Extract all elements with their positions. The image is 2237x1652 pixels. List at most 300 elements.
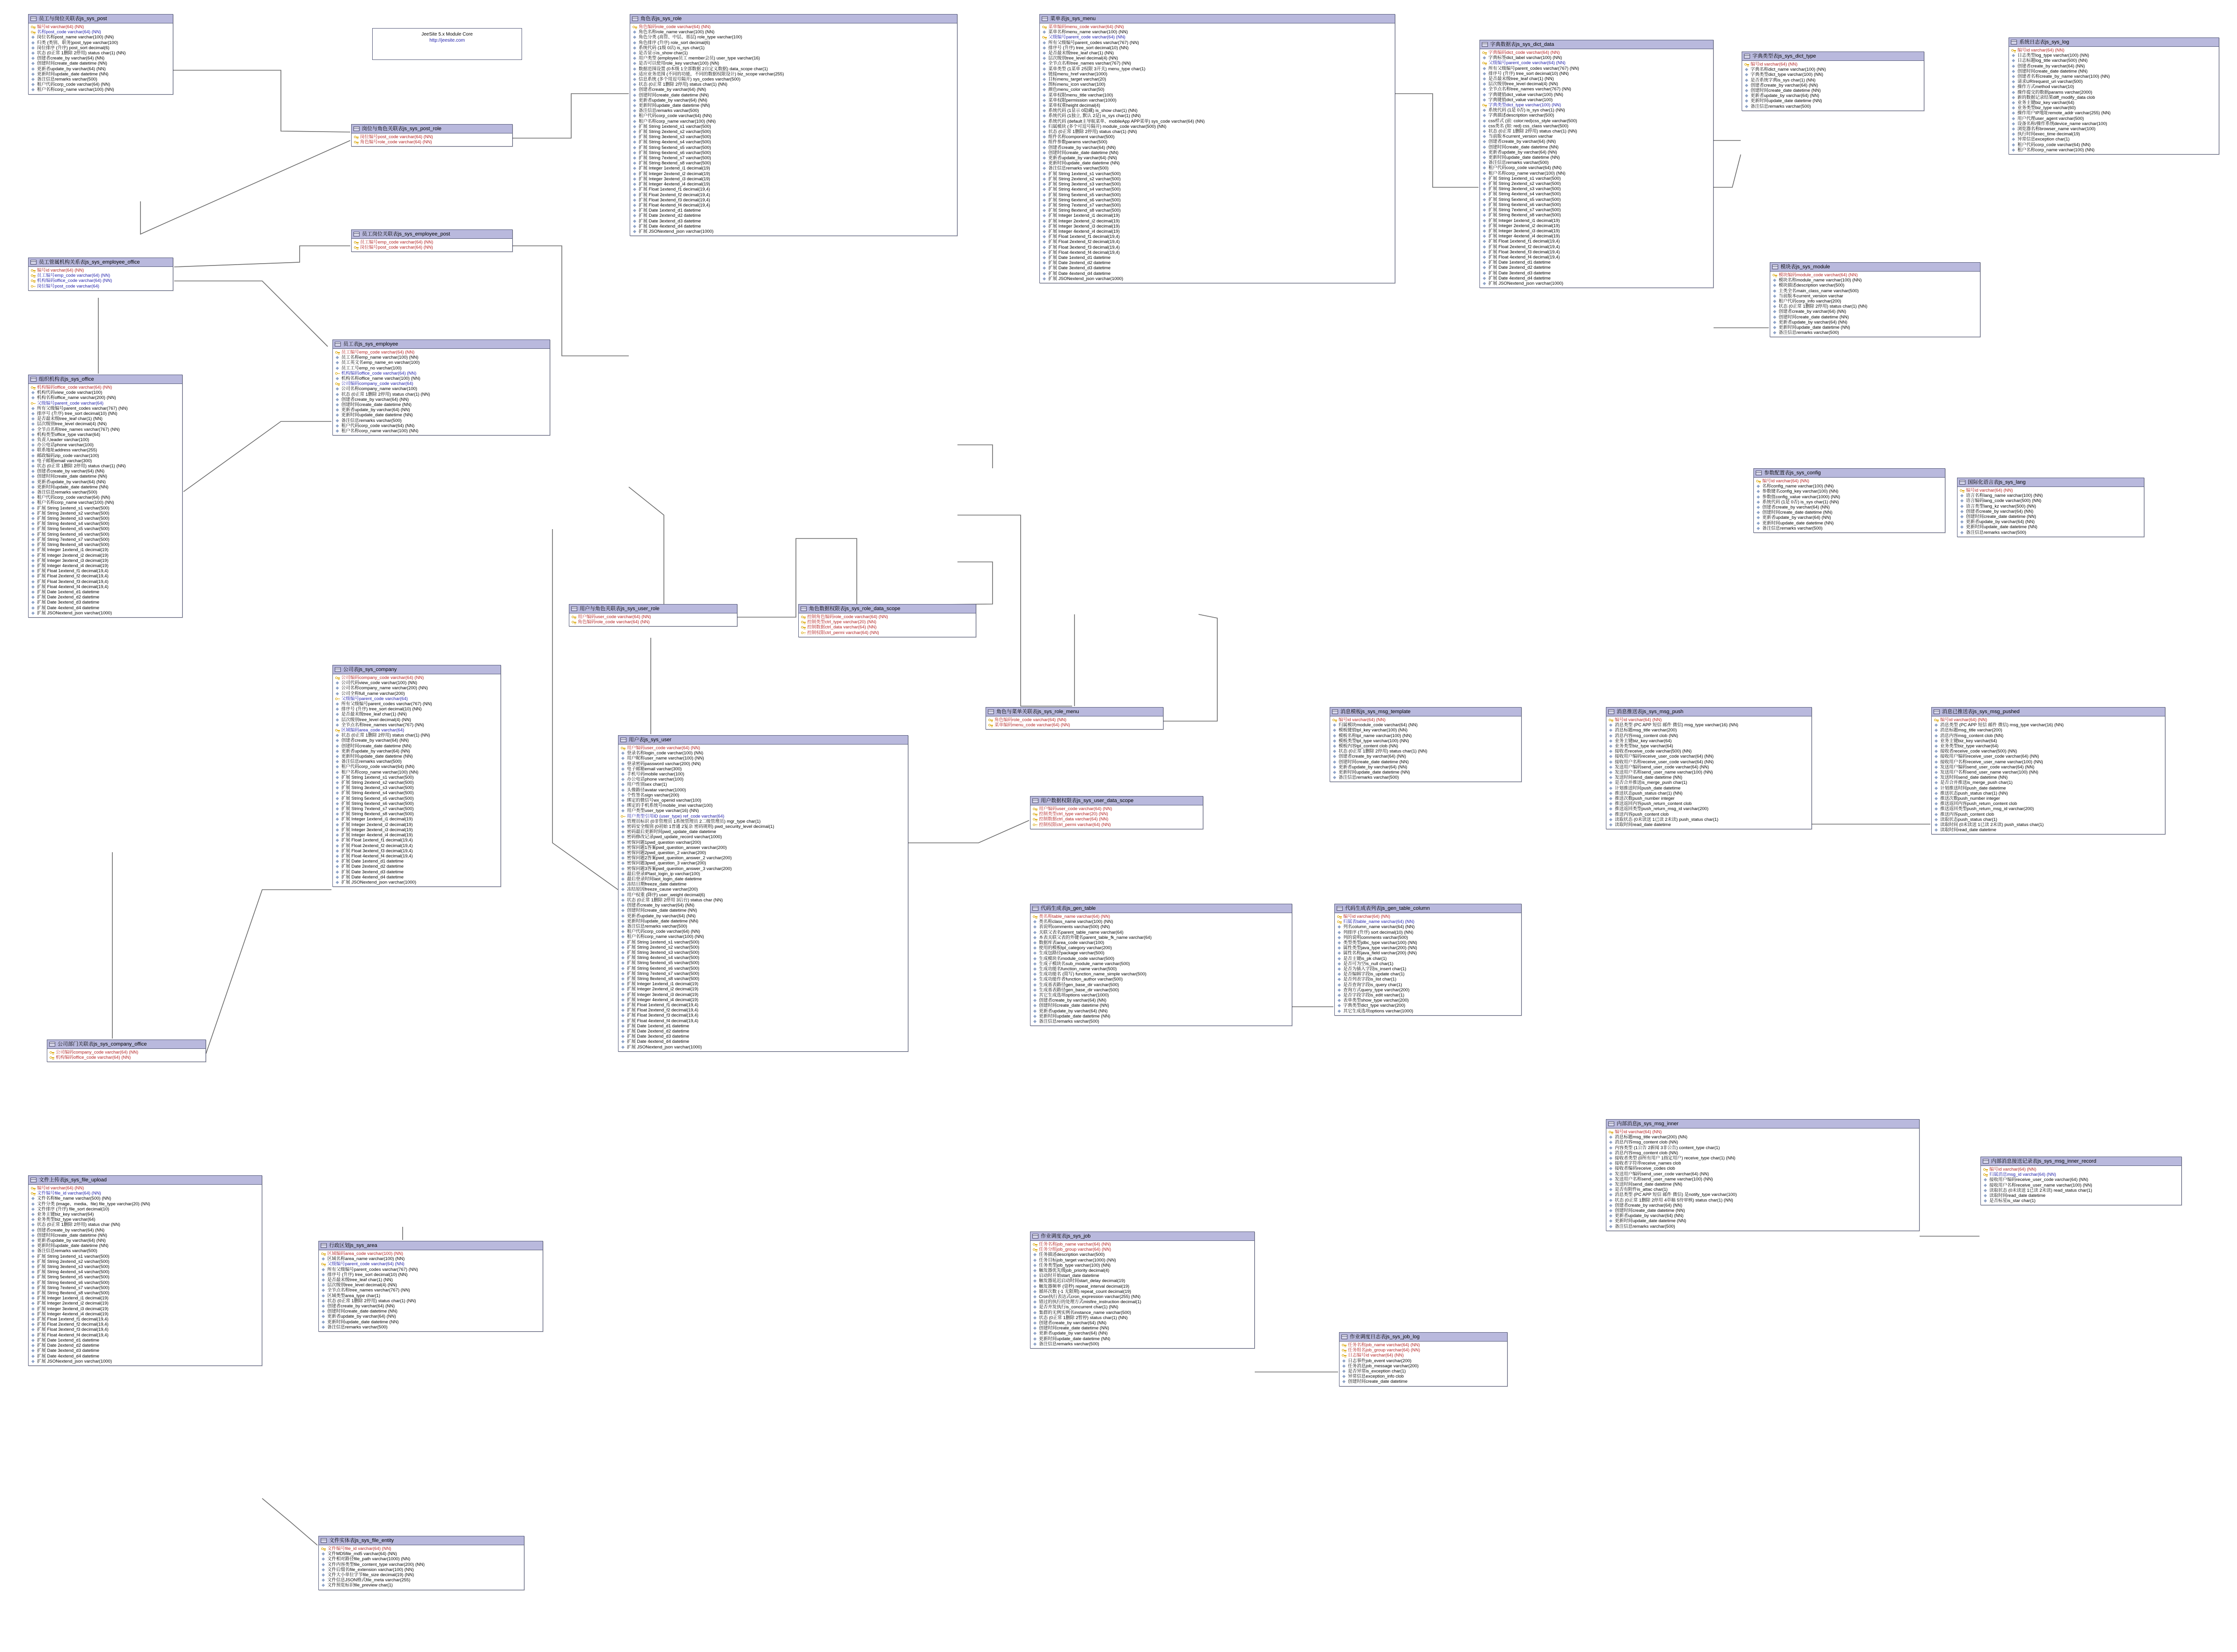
entity-table[interactable]: [1334, 904, 1522, 1016]
entity-column: [1481, 55, 1712, 60]
entity-column: [320, 1293, 541, 1298]
attribute-icon: [632, 166, 638, 170]
entity-column: [30, 442, 181, 448]
entity-column: [30, 1207, 260, 1212]
entity-column-text: 扩展 Float 2extend_f2 decimal(19,4): [1048, 239, 1120, 245]
entity-column: [1608, 801, 1810, 806]
entity-column-text: 是否显示is_show char(1): [639, 51, 688, 56]
attribute-icon: [1756, 510, 1761, 515]
attribute-icon: [30, 590, 36, 594]
attribute-icon: [335, 392, 340, 397]
entity-column-text: 扩展 Date 4extend_d4 datetime: [37, 605, 100, 611]
entity-table[interactable]: [2009, 37, 2219, 155]
entity-column-text: 更新者update_by varchar(64) (NN): [1488, 149, 1557, 155]
attribute-icon: [321, 1278, 326, 1282]
attribute-icon: [335, 692, 340, 696]
entity-column: [1959, 493, 2142, 498]
entity-column: [334, 770, 499, 775]
attribute-icon: [321, 1320, 326, 1324]
entity-column-text: 浏览器名称browser_name varchar(100): [2017, 126, 2096, 132]
entity-column: [334, 423, 548, 428]
entity-column: [1608, 822, 1810, 827]
entity-table[interactable]: [1980, 1157, 2182, 1205]
entity-column-text: 扩展 String 4extend_s4 varchar(500): [639, 140, 711, 145]
entity-column: [1933, 791, 2163, 796]
entity-column-text: 状态 (0正常 1删除 2停用 4草稿 5待审核) status char(1) (NN): [1615, 1197, 1733, 1203]
entity-column-text: 接收者receive_code varchar(500) (NN): [1940, 749, 2017, 754]
entity-column: [1041, 24, 1393, 30]
entity-table[interactable]: [332, 665, 501, 887]
entity-table[interactable]: [1039, 14, 1395, 283]
entity-column-text: 租户名称corp_name varchar(100) (NN): [37, 87, 114, 93]
attribute-icon: [1482, 224, 1487, 228]
entity-column: [1032, 1263, 1253, 1268]
entity-column-text: 状态 (0正常 1删除 2暂停) status char(1) (NN): [1039, 1315, 1128, 1320]
entity-column: [334, 723, 499, 728]
entity-table[interactable]: [986, 707, 1163, 730]
entity-table[interactable]: [351, 124, 513, 147]
entity-column: [1336, 1003, 1520, 1008]
entity-table[interactable]: [798, 604, 976, 637]
entity-column: [1336, 998, 1520, 1003]
entity-column: [30, 600, 181, 605]
attribute-icon: [1042, 229, 1047, 234]
entity-column-text: 创建者create_by varchar(64) (NN): [37, 1227, 105, 1233]
entity-table[interactable]: [1753, 468, 1945, 533]
entity-table[interactable]: [569, 604, 737, 627]
table-icon: [988, 709, 994, 714]
attribute-icon: [321, 1578, 326, 1582]
entity-column: [1032, 1014, 1290, 1019]
attribute-icon: [632, 193, 638, 197]
entity-column-text: 扩展 JSONextend_json varchar(1000): [37, 1358, 112, 1364]
attribute-icon: [620, 856, 626, 860]
attribute-icon: [30, 406, 36, 411]
entity-column: [2010, 126, 2217, 132]
entity-column: [334, 428, 548, 434]
entity-column: [1481, 71, 1712, 76]
entity-column-text: 用户类型引用ID (user_type) ref_code varchar(64): [627, 813, 725, 819]
entity-column: [320, 1251, 541, 1256]
entity-column-text: 创建者create_by varchar(64) (NN): [2017, 63, 2085, 69]
entity-title-text: 员工管属机构关系表js_sys_employee_office: [39, 259, 140, 265]
entity-column-text: 控制类型ctrl_type varchar(20) (NN): [807, 620, 876, 625]
entity-column-text: 扩展 Integer 3extend_i3 decimal(19): [37, 558, 109, 563]
entity-column: [1772, 320, 1979, 325]
attribute-icon: [335, 796, 340, 801]
entity-column-text: 是否合并推送is_merge_push char(1): [1615, 780, 1687, 786]
entity-column-text: 扩展 Date 4extend_d4 datetime: [341, 874, 404, 880]
entity-column: [1608, 1135, 1918, 1140]
entity-column-list: [1957, 487, 2144, 537]
entity-column: [632, 155, 956, 161]
foreign-key-icon: [1042, 35, 1047, 39]
entity-column-text: 生成模块名module_code varchar(500): [1039, 956, 1115, 961]
entity-table[interactable]: [28, 258, 173, 291]
foreign-key-icon: [1482, 61, 1487, 65]
attribute-icon: [620, 861, 626, 865]
attribute-icon: [1032, 1279, 1038, 1283]
attribute-icon: [1042, 140, 1047, 144]
entity-column: [1336, 919, 1520, 924]
entity-table[interactable]: [1606, 1119, 1920, 1231]
attribute-icon: [620, 982, 626, 986]
attribute-icon: [30, 1354, 36, 1358]
entity-column-text: 创建时间create_date datetime (NN): [639, 92, 709, 98]
entity-column: [1755, 526, 1943, 531]
attribute-icon: [335, 844, 340, 848]
entity-column-text: 是否标星is_star char(1): [1989, 1198, 2036, 1204]
entity-column-text: 员工工号emp_no varchar(100): [341, 365, 402, 371]
entity-column-text: 扩展 Float 4extend_f4 decimal(19,4): [1488, 254, 1560, 260]
entity-column-text: 岗位编号post_code varchar(64) (NN): [360, 245, 433, 251]
entity-column: [1032, 1310, 1253, 1315]
entity-column: [1982, 1172, 2180, 1177]
entity-column: [1041, 250, 1393, 255]
entity-title: [319, 1536, 524, 1545]
entity-column-text: 菜单权限permission varchar(1000): [1048, 97, 1117, 103]
entity-column-text: 冻结原因freeze_cause varchar(200): [627, 887, 698, 892]
entity-title: [1754, 469, 1945, 478]
attribute-icon: [321, 1283, 326, 1287]
entity-column: [987, 723, 1162, 728]
entity-table[interactable]: [1479, 40, 1714, 288]
entity-column: [30, 547, 181, 553]
entity-column: [1933, 817, 2163, 822]
entity-column-text: 扩展 Float 3extend_f3 decimal(19,4): [627, 1013, 699, 1018]
primary-key-icon: [1983, 1167, 1988, 1172]
entity-table[interactable]: [630, 14, 957, 236]
entity-column-text: 任务组名job_group varchar(64) (NN): [1348, 1348, 1420, 1353]
entity-column-text: 字典名称dict_name varchar(100) (NN): [1751, 67, 1826, 73]
attribute-icon: [30, 469, 36, 473]
entity-column-text: 消息标题msg_title varchar(200): [1940, 728, 2002, 733]
entity-column-text: 菜单编码menu_code varchar(64) (NN): [1048, 24, 1124, 30]
entity-column: [320, 1277, 541, 1283]
primary-key-icon: [620, 746, 626, 750]
entity-column-text: 名称config_name varchar(100) (NN): [1762, 484, 1834, 489]
entity-column-text: 密保问题2答案pwd_question_answer_2 varchar(200): [627, 856, 732, 861]
entity-column: [1755, 494, 1943, 500]
entity-column: [632, 119, 956, 124]
attribute-icon: [30, 433, 36, 437]
entity-column: [1336, 945, 1520, 951]
attribute-icon: [632, 61, 638, 66]
attribute-icon: [620, 998, 626, 1002]
entity-column-text: 模块编码module_code varchar(64) (NN): [1779, 273, 1858, 278]
entity-column: [1041, 213, 1393, 218]
entity-column: [632, 166, 956, 171]
attribute-icon: [632, 82, 638, 87]
attribute-icon: [2011, 148, 2016, 152]
primary-key-icon: [1337, 914, 1342, 919]
entity-table[interactable]: [1931, 707, 2165, 834]
entity-column: [620, 945, 906, 950]
attribute-icon: [1608, 1219, 1614, 1223]
entity-table[interactable]: [28, 375, 183, 618]
entity-column: [800, 620, 974, 625]
entity-column-text: 扩展 Date 4extend_d4 datetime: [37, 1353, 100, 1359]
entity-column-text: 备注信息remarks varchar(500): [1488, 160, 1549, 166]
entity-table[interactable]: [28, 1175, 262, 1366]
attribute-icon: [1744, 83, 1750, 88]
primary-key-icon: [1959, 488, 1965, 493]
entity-column-text: 创建者create_by varchar(64) (NN): [341, 397, 409, 402]
attribute-icon: [1032, 925, 1038, 929]
entity-column: [1041, 108, 1393, 113]
attribute-icon: [632, 172, 638, 176]
entity-column: [1982, 1167, 2180, 1172]
attribute-icon: [1744, 88, 1750, 93]
primary-key-icon: [30, 385, 36, 390]
entity-column-text: 扩展 Float 2extend_f2 decimal(19,4): [627, 1008, 699, 1013]
entity-column: [632, 171, 956, 177]
attribute-icon: [632, 187, 638, 192]
entity-column-text: 推送返回内容push_return_content clob: [1615, 801, 1692, 807]
entity-table[interactable]: [618, 735, 908, 1052]
attribute-icon: [1042, 93, 1047, 97]
entity-column-text: 扩展 String 2extend_s2 varchar(500): [1048, 176, 1121, 182]
entity-column-text: 扩展 String 1extend_s1 varchar(500): [341, 774, 414, 780]
entity-column: [1481, 239, 1712, 244]
entity-column-text: 父级编号parent_code varchar(64) (NN): [1048, 35, 1126, 40]
entity-column: [1744, 98, 1922, 103]
entity-column-text: 联系地址address varchar(255): [37, 448, 97, 453]
attribute-icon: [1032, 1290, 1038, 1294]
entity-column-text: 是否系统字典is_sys char(1) (NN): [1751, 77, 1816, 83]
attribute-icon: [1032, 1326, 1038, 1330]
entity-column-text: 创建者create_by varchar(64) (NN): [1039, 1320, 1107, 1326]
entity-column: [334, 733, 499, 738]
attribute-icon: [1032, 951, 1038, 955]
attribute-icon: [1482, 161, 1487, 165]
entity-title: [1742, 52, 1924, 61]
attribute-icon: [335, 812, 340, 816]
attribute-icon: [1482, 119, 1487, 123]
attribute-icon: [1482, 155, 1487, 160]
attribute-icon: [1482, 129, 1487, 133]
attribute-icon: [632, 140, 638, 144]
entity-column: [30, 532, 181, 537]
entity-column-text: 租户代码corp_code varchar(64) (NN): [1488, 165, 1562, 171]
entity-column-text: 触发器频率 (毫秒) repeat_interval decimal(19): [1039, 1283, 1130, 1289]
entity-column: [320, 1309, 541, 1314]
entity-table[interactable]: [1030, 796, 1203, 829]
entity-column: [620, 892, 906, 898]
entity-column-text: 字典键值dict_value varchar(100) (NN): [1488, 92, 1563, 97]
entity-column-text: 属性名称java_field varchar(200) (NN): [1343, 951, 1417, 956]
attribute-icon: [1042, 114, 1047, 118]
attribute-icon: [335, 707, 340, 711]
entity-column: [1608, 1187, 1918, 1192]
entity-column-text: 更新者update_by varchar(64) (NN): [1966, 519, 2035, 525]
attribute-icon: [620, 940, 626, 944]
attribute-icon: [1744, 104, 1750, 109]
attribute-icon: [335, 765, 340, 769]
entity-column-text: 扩展 String 7extend_s7 varchar(500): [37, 1285, 110, 1291]
entity-column-text: 扩展 Date 3extend_d3 datetime: [37, 600, 100, 605]
entity-column: [30, 406, 181, 411]
entity-column: [2010, 100, 2217, 105]
entity-column-text: 菜单类型 (1菜单 2权限 3开关) menu_type char(1): [1048, 66, 1146, 72]
entity-table[interactable]: [318, 1241, 543, 1332]
entity-column-text: 发送时间send_date datetime (NN): [1940, 775, 2008, 781]
entity-column-text: 接收用户名称receive_user_name varchar(100) (NN): [1940, 759, 2043, 765]
entity-title-text: 员工与岗位关联表js_sys_post: [39, 16, 107, 22]
attribute-icon: [30, 1296, 36, 1300]
entity-column: [1041, 234, 1393, 239]
entity-table[interactable]: [1330, 707, 1522, 782]
attribute-icon: [2011, 59, 2016, 63]
entity-column: [620, 1039, 906, 1044]
entity-column-text: 备注信息remarks varchar(500): [639, 108, 699, 114]
entity-column-text: 创建者create_by varchar(64) (NN): [627, 903, 695, 908]
entity-column-text: 菜单编码menu_code varchar(64) (NN): [994, 723, 1070, 728]
entity-table[interactable]: [318, 1536, 524, 1590]
table-icon: [1608, 1121, 1614, 1126]
attribute-icon: [335, 702, 340, 706]
attribute-icon: [1756, 495, 1761, 499]
entity-column-text: 扩展 Integer 3extend_i3 decimal(19): [627, 992, 699, 997]
attribute-icon: [335, 424, 340, 428]
attribute-icon: [1337, 967, 1342, 971]
attribute-icon: [1934, 760, 1939, 764]
entity-column: [1032, 1247, 1253, 1252]
entity-column: [30, 1264, 260, 1269]
entity-column-text: 区域编码area_code varchar(64): [341, 728, 405, 733]
entity-column: [334, 728, 499, 733]
attribute-icon: [1042, 266, 1047, 270]
entity-table[interactable]: [1339, 1332, 1508, 1386]
attribute-icon: [632, 93, 638, 97]
attribute-icon: [335, 733, 340, 738]
attribute-icon: [30, 1254, 36, 1259]
entity-table[interactable]: [47, 1040, 206, 1062]
entity-column: [1032, 966, 1290, 972]
entity-column-text: 扩展 Float 2extend_f2 decimal(19,4): [341, 843, 413, 848]
attribute-icon: [1934, 786, 1939, 790]
entity-column: [30, 284, 171, 289]
primary-key-icon: [353, 135, 359, 139]
entity-column-text: 创建者create_by varchar(64) (NN): [37, 469, 105, 474]
entity-column: [620, 1018, 906, 1024]
entity-table[interactable]: [332, 339, 550, 435]
entity-column-text: 消息标题msg_title varchar(200): [1615, 728, 1677, 733]
attribute-icon: [1332, 749, 1338, 753]
entity-table[interactable]: [28, 14, 173, 95]
table-icon: [1959, 480, 1965, 485]
entity-column-text: 是否主键is_pk char(1): [1343, 956, 1387, 961]
entity-column: [1755, 479, 1943, 484]
entity-column: [2010, 137, 2217, 142]
entity-column-text: 更新者update_by varchar(64) (NN): [1615, 1213, 1684, 1219]
attribute-icon: [30, 67, 36, 71]
attribute-icon: [2011, 106, 2016, 110]
attribute-icon: [2011, 64, 2016, 68]
attribute-icon: [1608, 1187, 1614, 1192]
entity-column: [334, 686, 499, 691]
entity-column-text: 租户名称corp_name varchar(100) (NN): [1488, 170, 1566, 176]
entity-column: [1332, 733, 1520, 738]
entity-table[interactable]: [1030, 1232, 1255, 1349]
entity-column-text: 生成基表路径gen_base_dir varchar(500): [1039, 982, 1119, 988]
entity-column-text: 全节点名称tree_names varchar(767) (NN): [341, 722, 424, 728]
attribute-icon: [30, 459, 36, 463]
entity-title-text: 员工表js_sys_employee: [343, 341, 398, 347]
entity-title-text: 消息已推送表js_sys_msg_pushed: [1942, 709, 2020, 715]
entity-column: [1608, 812, 1810, 817]
entity-column-text: 生成子模块名sub_module_name varchar(500): [1039, 961, 1130, 966]
entity-column-text: 扩展 String 1extend_s1 varchar(500): [627, 939, 699, 945]
entity-column: [1608, 1161, 1918, 1166]
attribute-icon: [1032, 1253, 1038, 1257]
entity-column-text: 扩展 Float 1extend_f1 decimal(19,4): [1488, 239, 1560, 244]
entity-table[interactable]: [1957, 478, 2144, 537]
attribute-icon: [30, 474, 36, 479]
attribute-icon: [2011, 69, 2016, 74]
attribute-icon: [632, 125, 638, 129]
entity-title: [319, 1241, 543, 1250]
entity-column: [30, 479, 181, 485]
attribute-icon: [632, 103, 638, 108]
entity-column-text: 其它生成选项options varchar(1000): [1039, 993, 1109, 998]
primary-key-icon: [801, 631, 806, 635]
entity-column: [1032, 982, 1290, 988]
entity-column: [1032, 1315, 1253, 1320]
entity-table[interactable]: [351, 229, 513, 252]
entity-column-text: 创建者create_by varchar(64) (NN): [341, 738, 409, 744]
entity-column: [334, 675, 499, 680]
attribute-icon: [2011, 111, 2016, 115]
entity-column-text: 其它生成选项options varchar(1000): [1343, 1008, 1413, 1014]
entity-column: [1032, 1258, 1253, 1263]
entity-column-text: 创建者create_by varchar(64) (NN): [327, 1304, 395, 1309]
attribute-icon: [1042, 146, 1047, 150]
entity-table[interactable]: [1742, 52, 1924, 111]
entity-column-text: 发送用户名称send_user_name varchar(100) (NN): [1615, 770, 1713, 775]
entity-title: [618, 736, 908, 745]
entity-table[interactable]: [1606, 707, 1812, 829]
attribute-icon: [1608, 754, 1614, 759]
attribute-icon: [620, 1040, 626, 1044]
entity-column-list: [1339, 1342, 1507, 1386]
attribute-icon: [1482, 98, 1487, 102]
attribute-icon: [1042, 46, 1047, 50]
attribute-icon: [30, 516, 36, 521]
entity-column-text: 租户名称corp_name varchar(100) (NN): [2017, 147, 2095, 153]
entity-column: [620, 903, 906, 908]
entity-column-text: 发送用户编码send_user_code varchar(64) (NN): [1940, 764, 2035, 770]
attribute-icon: [1482, 245, 1487, 249]
table-icon: [1744, 54, 1750, 59]
entity-column-text: 扩展 Float 1extend_f1 decimal(19,4): [341, 838, 413, 843]
attribute-icon: [30, 1233, 36, 1238]
entity-column-text: 字典类型dict_type varchar(100) (NN): [1751, 72, 1824, 78]
entity-column: [1933, 822, 2163, 827]
entity-column: [620, 829, 906, 834]
entity-column: [632, 108, 956, 113]
entity-table[interactable]: [1770, 262, 1980, 337]
entity-column-text: 状态 (0正常 1删除 2停用) status char(1) (NN): [37, 464, 126, 469]
entity-title-text: 消息推送表js_sys_msg_push: [1617, 709, 1684, 715]
entity-table[interactable]: [1030, 904, 1292, 1026]
attribute-icon: [632, 88, 638, 92]
entity-column: [334, 355, 548, 360]
entity-column: [2010, 121, 2217, 126]
table-icon: [30, 1178, 37, 1182]
entity-column-text: 更新者update_by varchar(64) (NN): [627, 913, 696, 919]
attribute-icon: [30, 417, 36, 421]
